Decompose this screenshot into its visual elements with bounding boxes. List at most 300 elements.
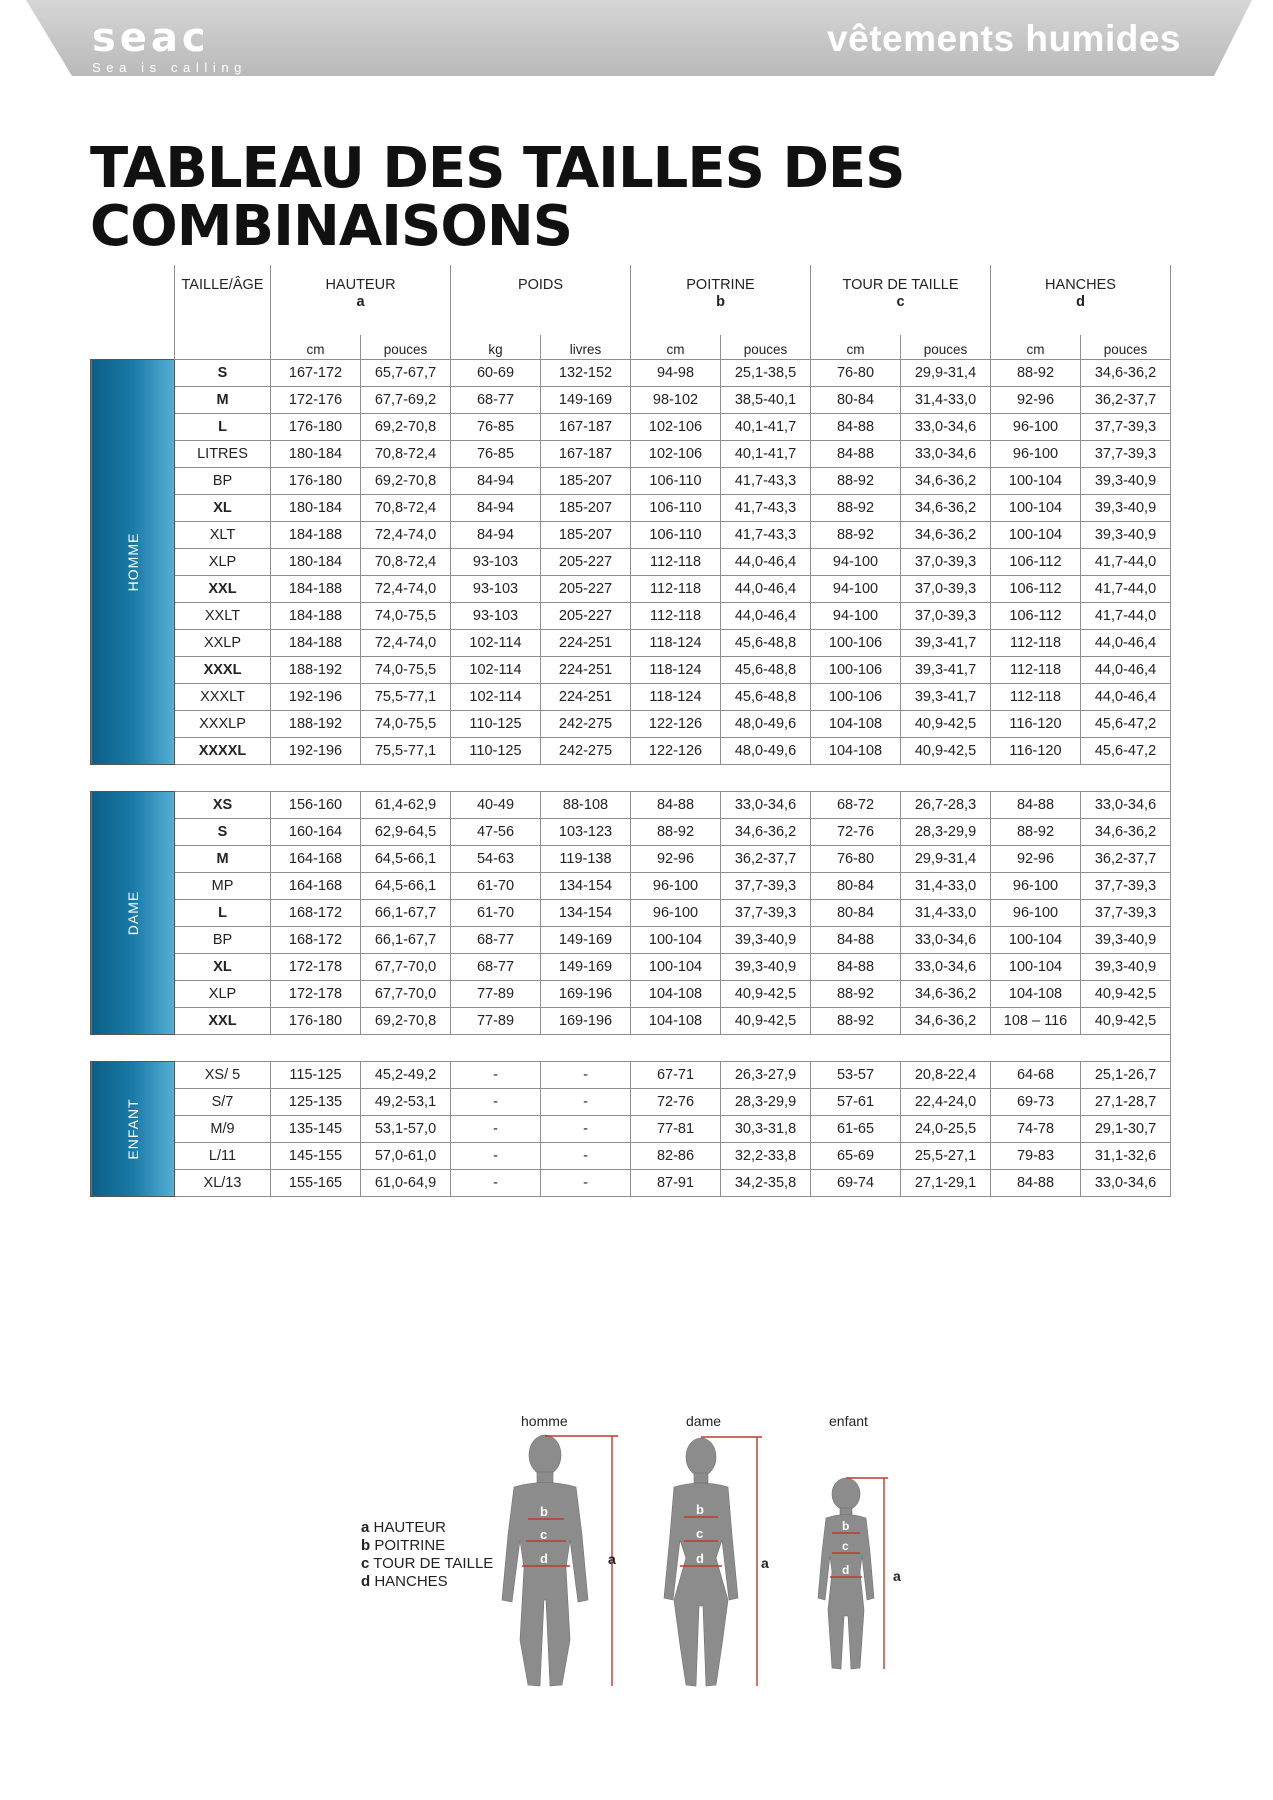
value-cell: 66,1-67,7 [361,927,451,954]
value-cell: 104-108 [811,738,901,765]
brand-tagline: Sea is calling [92,60,247,75]
value-cell: 37,0-39,3 [901,603,991,630]
size-cell: S/7 [175,1089,271,1116]
value-cell: 45,6-48,8 [721,684,811,711]
value-cell: 93-103 [451,576,541,603]
value-cell: 53,1-57,0 [361,1116,451,1143]
value-cell: 188-192 [271,711,361,738]
value-cell: 61-65 [811,1116,901,1143]
value-cell: 80-84 [811,873,901,900]
value-cell: 33,0-34,6 [901,414,991,441]
value-cell: 41,7-44,0 [1081,603,1171,630]
value-cell: 45,6-47,2 [1081,711,1171,738]
value-cell: 28,3-29,9 [901,819,991,846]
value-cell: 118-124 [631,630,721,657]
value-cell: 57-61 [811,1089,901,1116]
value-cell: 75,5-77,1 [361,738,451,765]
size-cell: XXLP [175,630,271,657]
value-cell: 33,0-34,6 [1081,792,1171,819]
value-cell: 25,1-26,7 [1081,1062,1171,1089]
value-cell: 41,7-43,3 [721,522,811,549]
value-cell: 185-207 [541,495,631,522]
value-cell: 74,0-75,5 [361,657,451,684]
section-label: HOMME [124,532,141,592]
value-cell: 33,0-34,6 [901,927,991,954]
value-cell: 172-176 [271,387,361,414]
value-cell: 100-104 [631,954,721,981]
value-cell: 38,5-40,1 [721,387,811,414]
value-cell: 164-168 [271,846,361,873]
value-cell: 164-168 [271,873,361,900]
value-cell: - [451,1170,541,1197]
value-cell: 100-106 [811,657,901,684]
value-cell: 40,9-42,5 [721,1008,811,1035]
value-cell: 87-91 [631,1170,721,1197]
group-label: POIDS [517,277,564,293]
value-cell: - [541,1170,631,1197]
value-cell: 69,2-70,8 [361,1008,451,1035]
value-cell: 37,0-39,3 [901,576,991,603]
value-cell: 72,4-74,0 [361,522,451,549]
value-cell: 34,6-36,2 [901,468,991,495]
value-cell: 122-126 [631,738,721,765]
value-cell: 116-120 [991,738,1081,765]
value-cell: 33,0-34,6 [1081,1170,1171,1197]
value-cell: 47-56 [451,819,541,846]
value-cell: 94-98 [631,360,721,387]
value-cell: 61-70 [451,873,541,900]
value-cell: 39,3-40,9 [1081,495,1171,522]
figure-label-woman: dame [686,1413,722,1429]
value-cell: 61,4-62,9 [361,792,451,819]
size-cell: BP [175,927,271,954]
value-cell: 80-84 [811,387,901,414]
legend-letter: a [361,1519,370,1536]
value-cell: 69,2-70,8 [361,414,451,441]
value-cell: 77-81 [631,1116,721,1143]
value-cell: 84-88 [811,441,901,468]
value-cell: 45,6-48,8 [721,657,811,684]
value-cell: 205-227 [541,549,631,576]
value-cell: 172-178 [271,981,361,1008]
value-cell: 180-184 [271,441,361,468]
value-cell: 156-160 [271,792,361,819]
mark-d-child: d [842,1563,850,1577]
value-cell: 112-118 [631,549,721,576]
mark-a-woman: a [761,1555,769,1571]
value-cell: 40,9-42,5 [721,981,811,1008]
value-cell: 37,7-39,3 [1081,873,1171,900]
value-cell: 40,9-42,5 [1081,981,1171,1008]
value-cell: 110-125 [451,738,541,765]
size-cell: S [175,360,271,387]
value-cell: 93-103 [451,603,541,630]
value-cell: 188-192 [271,657,361,684]
value-cell: 82-86 [631,1143,721,1170]
value-cell: 34,6-36,2 [901,1008,991,1035]
value-cell: 37,7-39,3 [721,873,811,900]
value-cell: 40,9-42,5 [1081,1008,1171,1035]
value-cell: 132-152 [541,360,631,387]
value-cell: 34,6-36,2 [901,495,991,522]
unit-label: cm [271,335,361,360]
value-cell: 176-180 [271,414,361,441]
value-cell: 44,0-46,4 [721,549,811,576]
value-cell: 39,3-40,9 [1081,468,1171,495]
value-cell: 84-88 [631,792,721,819]
value-cell: 125-135 [271,1089,361,1116]
value-cell: 205-227 [541,576,631,603]
value-cell: 45,6-48,8 [721,630,811,657]
size-cell: XXXXL [175,738,271,765]
value-cell: 76-85 [451,414,541,441]
value-cell: 33,0-34,6 [901,954,991,981]
value-cell: 34,6-36,2 [1081,360,1171,387]
value-cell: 76-80 [811,360,901,387]
value-cell: 180-184 [271,549,361,576]
unit-label: cm [631,335,721,360]
group-label: POITRINE [686,277,755,293]
header-size-label: TAILLE/ÂGE [181,277,264,293]
value-cell: 40,9-42,5 [901,711,991,738]
value-cell: 64-68 [991,1062,1081,1089]
value-cell: 44,0-46,4 [721,603,811,630]
value-cell: 106-112 [991,603,1081,630]
value-cell: 37,7-39,3 [1081,414,1171,441]
value-cell: 32,2-33,8 [721,1143,811,1170]
figure-label-child: enfant [829,1413,868,1429]
value-cell: 88-92 [811,1008,901,1035]
value-cell: 102-106 [631,441,721,468]
value-cell: 40,1-41,7 [721,414,811,441]
value-cell: 88-92 [631,819,721,846]
value-cell: 39,3-40,9 [1081,522,1171,549]
group-letter: c [896,294,905,310]
group-letter: a [356,294,365,310]
value-cell: 100-104 [991,954,1081,981]
value-cell: 102-106 [631,414,721,441]
value-cell: 68-72 [811,792,901,819]
size-cell: XXXLP [175,711,271,738]
value-cell: 93-103 [451,549,541,576]
value-cell: 44,0-46,4 [1081,657,1171,684]
value-cell: 76-80 [811,846,901,873]
value-cell: 242-275 [541,738,631,765]
value-cell: 84-94 [451,495,541,522]
value-cell: 39,3-40,9 [721,927,811,954]
value-cell: 112-118 [991,657,1081,684]
value-cell: 80-84 [811,900,901,927]
mark-c-man: c [540,1527,548,1542]
value-cell: 40-49 [451,792,541,819]
value-cell: 49,2-53,1 [361,1089,451,1116]
value-cell: 104-108 [631,981,721,1008]
value-cell: 72,4-74,0 [361,630,451,657]
value-cell: 44,0-46,4 [721,576,811,603]
value-cell: 74,0-75,5 [361,603,451,630]
value-cell: 36,2-37,7 [1081,387,1171,414]
value-cell: 70,8-72,4 [361,495,451,522]
unit-label: cm [991,335,1081,360]
legend-text: HANCHES [374,1573,448,1590]
value-cell: 100-106 [811,630,901,657]
legend-text: HAUTEUR [373,1519,447,1536]
value-cell: 76-85 [451,441,541,468]
size-cell: M [175,846,271,873]
mark-d-woman: d [696,1551,704,1566]
value-cell: 96-100 [991,900,1081,927]
unit-label: pouces [1081,335,1171,360]
value-cell: 103-123 [541,819,631,846]
value-cell: 34,6-36,2 [901,522,991,549]
value-cell: 102-114 [451,657,541,684]
mark-b-woman: b [696,1502,704,1517]
mark-b-child: b [842,1519,850,1533]
group-label: HANCHES [1045,277,1116,293]
value-cell: 106-112 [991,549,1081,576]
value-cell: 224-251 [541,684,631,711]
value-cell: 26,7-28,3 [901,792,991,819]
value-cell: 41,7-44,0 [1081,576,1171,603]
value-cell: 84-88 [811,927,901,954]
value-cell: 41,7-43,3 [721,468,811,495]
value-cell: - [451,1089,541,1116]
value-cell: 67-71 [631,1062,721,1089]
mark-b-man: b [540,1504,548,1519]
value-cell: 110-125 [451,711,541,738]
mark-c-woman: c [696,1526,704,1541]
size-cell: LITRES [175,441,271,468]
value-cell: 69,2-70,8 [361,468,451,495]
legend-letter: d [361,1573,371,1590]
value-cell: 100-104 [991,522,1081,549]
value-cell: 96-100 [631,900,721,927]
value-cell: 168-172 [271,927,361,954]
size-cell: XXL [175,1008,271,1035]
value-cell: 64,5-66,1 [361,846,451,873]
value-cell: 176-180 [271,468,361,495]
value-cell: - [541,1089,631,1116]
value-cell: 65-69 [811,1143,901,1170]
group-letter: b [716,294,725,310]
value-cell: 53-57 [811,1062,901,1089]
value-cell: 45,2-49,2 [361,1062,451,1089]
value-cell: 100-104 [991,495,1081,522]
value-cell: 33,0-34,6 [901,441,991,468]
value-cell: 39,3-41,7 [901,684,991,711]
value-cell: 62,9-64,5 [361,819,451,846]
value-cell: 39,3-41,7 [901,657,991,684]
value-cell: 106-110 [631,468,721,495]
value-cell: 37,7-39,3 [1081,441,1171,468]
value-cell: 57,0-61,0 [361,1143,451,1170]
value-cell: 192-196 [271,684,361,711]
section-label: ENFANT [124,1098,141,1160]
value-cell: 84-88 [991,1170,1081,1197]
value-cell: - [541,1143,631,1170]
value-cell: 34,6-36,2 [721,819,811,846]
page-title-line-2: COMBINAISONS [90,194,573,259]
value-cell: 69-74 [811,1170,901,1197]
value-cell: 44,0-46,4 [1081,684,1171,711]
value-cell: 88-92 [811,468,901,495]
value-cell: 96-100 [991,441,1081,468]
value-cell: 224-251 [541,630,631,657]
value-cell: 112-118 [631,603,721,630]
value-cell: 31,4-33,0 [901,900,991,927]
value-cell: 36,2-37,7 [721,846,811,873]
legend-text: TOUR DE TAILLE [373,1555,494,1572]
value-cell: 84-88 [811,414,901,441]
value-cell: 45,6-47,2 [1081,738,1171,765]
value-cell: 169-196 [541,1008,631,1035]
value-cell: 54-63 [451,846,541,873]
value-cell: 39,3-40,9 [1081,927,1171,954]
value-cell: 104-108 [631,1008,721,1035]
value-cell: 149-169 [541,387,631,414]
value-cell: 22,4-24,0 [901,1089,991,1116]
value-cell: 242-275 [541,711,631,738]
value-cell: 29,9-31,4 [901,846,991,873]
value-cell: 39,3-40,9 [1081,954,1171,981]
value-cell: 184-188 [271,576,361,603]
value-cell: 72-76 [811,819,901,846]
value-cell: 84-88 [991,792,1081,819]
value-cell: 28,3-29,9 [721,1089,811,1116]
value-cell: 167-187 [541,414,631,441]
value-cell: 67,7-70,0 [361,954,451,981]
size-cell: XXLT [175,603,271,630]
value-cell: 61-70 [451,900,541,927]
value-cell: 84-94 [451,522,541,549]
size-cell: XLP [175,981,271,1008]
value-cell: 79-83 [991,1143,1081,1170]
value-cell: 106-110 [631,495,721,522]
value-cell: 92-96 [991,387,1081,414]
value-cell: 39,3-40,9 [721,954,811,981]
value-cell: 75,5-77,1 [361,684,451,711]
size-cell: BP [175,468,271,495]
value-cell: 74-78 [991,1116,1081,1143]
value-cell: 149-169 [541,954,631,981]
value-cell: 67,7-69,2 [361,387,451,414]
value-cell: 37,0-39,3 [901,549,991,576]
value-cell: 84-94 [451,468,541,495]
value-cell: 184-188 [271,630,361,657]
value-cell: 26,3-27,9 [721,1062,811,1089]
value-cell: 31,4-33,0 [901,387,991,414]
size-cell: XXXLT [175,684,271,711]
value-cell: 70,8-72,4 [361,441,451,468]
group-label: TOUR DE TAILLE [842,277,959,293]
value-cell: 68-77 [451,954,541,981]
value-cell: 167-172 [271,360,361,387]
value-cell: 92-96 [631,846,721,873]
size-cell: XXL [175,576,271,603]
value-cell: 145-155 [271,1143,361,1170]
unit-label: pouces [361,335,451,360]
value-cell: 61,0-64,9 [361,1170,451,1197]
value-cell: 168-172 [271,900,361,927]
value-cell: 37,7-39,3 [721,900,811,927]
value-cell: 94-100 [811,576,901,603]
size-cell: XS [175,792,271,819]
mark-d-man: d [540,1551,548,1566]
value-cell: 34,6-36,2 [1081,819,1171,846]
value-cell: 169-196 [541,981,631,1008]
value-cell: 27,1-29,1 [901,1170,991,1197]
value-cell: 60-69 [451,360,541,387]
value-cell: 65,7-67,7 [361,360,451,387]
value-cell: 88-92 [811,522,901,549]
value-cell: 64,5-66,1 [361,873,451,900]
value-cell: 100-104 [991,927,1081,954]
value-cell: 68-77 [451,927,541,954]
value-cell: 70,8-72,4 [361,549,451,576]
value-cell: 104-108 [811,711,901,738]
value-cell: 185-207 [541,522,631,549]
section-label: DAME [124,890,141,936]
value-cell: 34,2-35,8 [721,1170,811,1197]
legend-letter: c [361,1555,370,1572]
value-cell: 36,2-37,7 [1081,846,1171,873]
value-cell: 84-88 [811,954,901,981]
value-cell: 88-92 [811,981,901,1008]
value-cell: 172-178 [271,954,361,981]
value-cell: 118-124 [631,684,721,711]
value-cell: 116-120 [991,711,1081,738]
mark-a-child: a [893,1568,901,1584]
value-cell: 77-89 [451,1008,541,1035]
size-cell: XLT [175,522,271,549]
value-cell: 96-100 [991,414,1081,441]
value-cell: 119-138 [541,846,631,873]
value-cell: 40,1-41,7 [721,441,811,468]
value-cell: 34,6-36,2 [901,981,991,1008]
value-cell: - [541,1062,631,1089]
size-cell: XS/ 5 [175,1062,271,1089]
value-cell: 149-169 [541,927,631,954]
value-cell: 29,9-31,4 [901,360,991,387]
value-cell: 37,7-39,3 [1081,900,1171,927]
value-cell: 100-104 [631,927,721,954]
legend-text: POITRINE [374,1537,446,1554]
value-cell: 122-126 [631,711,721,738]
size-cell: XL [175,954,271,981]
figure-label-man: homme [521,1413,568,1429]
value-cell: 96-100 [991,873,1081,900]
value-cell: 100-106 [811,684,901,711]
value-cell: 48,0-49,6 [721,711,811,738]
size-cell: L [175,414,271,441]
value-cell: 31,1-32,6 [1081,1143,1171,1170]
value-cell: - [451,1062,541,1089]
unit-label: kg [451,335,541,360]
value-cell: 100-104 [991,468,1081,495]
brand-wordmark: seac [92,15,210,61]
value-cell: - [451,1116,541,1143]
value-cell: 112-118 [991,684,1081,711]
size-cell: L [175,900,271,927]
size-cell: XL/13 [175,1170,271,1197]
value-cell: 135-145 [271,1116,361,1143]
mark-a-man: a [608,1551,616,1567]
value-cell: 25,5-27,1 [901,1143,991,1170]
value-cell: 106-110 [631,522,721,549]
value-cell: 77-89 [451,981,541,1008]
value-cell: 224-251 [541,657,631,684]
value-cell: 102-114 [451,630,541,657]
